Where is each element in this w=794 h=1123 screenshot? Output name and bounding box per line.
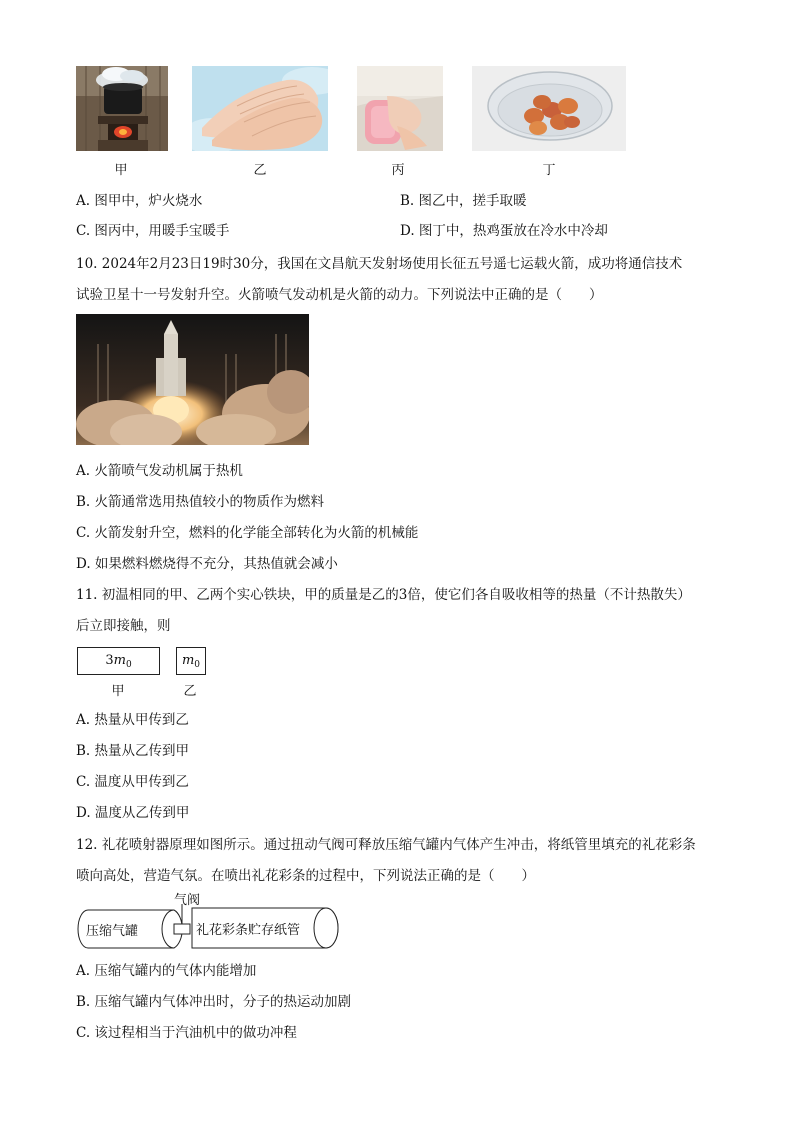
photo-eggs-in-bowl	[472, 66, 626, 151]
q12-option-b[interactable]: B. 压缩气罐内气体冲出时，分子的热运动加剧	[76, 994, 352, 1010]
q10-stem-line2: 试验卫星十一号发射升空。火箭喷气发动机是火箭的动力。下列说法中正确的是（ ）	[76, 287, 603, 303]
q11-stem-line1: 11. 初温相同的甲、乙两个实心铁块，甲的质量是乙的3倍，使它们各自吸收相等的热量（不计热散失）	[76, 587, 691, 603]
photo-rocket-launch	[76, 314, 309, 445]
photo-rubbing-hands	[192, 66, 328, 151]
photo-stove-boiling-water	[76, 66, 168, 151]
q11-option-c[interactable]: C. 温度从甲传到乙	[76, 774, 189, 790]
q9-option-c[interactable]: C. 图丙中，用暖手宝暖手	[76, 223, 230, 239]
label-block-jia: 甲	[111, 684, 125, 699]
q9-option-d[interactable]: D. 图丁中，热鸡蛋放在冷水中冷却	[400, 223, 608, 239]
label-confetti-tube: 礼花彩条贮存纸管	[196, 923, 301, 938]
label-compressed-tank: 压缩气罐	[86, 924, 139, 939]
q11-option-a[interactable]: A. 热量从甲传到乙	[76, 712, 189, 728]
caption-jia: 甲	[114, 163, 128, 178]
q11-option-d[interactable]: D. 温度从乙传到甲	[76, 805, 190, 821]
q11-stem-line2: 后立即接触，则	[76, 618, 171, 634]
q10-option-d[interactable]: D. 如果燃料燃烧得不充分，其热值就会减小	[76, 556, 338, 572]
block-yi-var: m	[181, 653, 195, 668]
q9-option-b[interactable]: B. 图乙中，搓手取暖	[400, 193, 527, 209]
iron-block-yi	[176, 647, 206, 675]
label-block-yi: 乙	[183, 684, 197, 699]
q12-stem-line2: 喷向高处，营造气氛。在喷出礼花彩条的过程中，下列说法正确的是（ ）	[76, 868, 535, 884]
block-jia-coef: 3	[105, 653, 114, 668]
q10-option-c[interactable]: C. 火箭发射升空，燃料的化学能全部转化为火箭的机械能	[76, 525, 419, 541]
caption-yi: 乙	[253, 163, 267, 178]
block-jia-var: m	[113, 653, 126, 668]
q12-option-a[interactable]: A. 压缩气罐内的气体内能增加	[76, 963, 257, 979]
q12-option-c[interactable]: C. 该过程相当于汽油机中的做功冲程	[76, 1025, 297, 1041]
caption-bing: 丙	[391, 163, 405, 178]
q10-option-b[interactable]: B. 火箭通常选用热值较小的物质作为燃料	[76, 494, 325, 510]
block-jia-sub: 0	[125, 660, 132, 670]
photo-hand-warmer	[357, 66, 443, 151]
q10-stem-line1: 10. 2024年2月23日19时30分，我国在文昌航天发射场使用长征五号遥七运载火箭，成功将通信技术	[76, 256, 683, 272]
iron-block-jia	[77, 647, 160, 675]
label-valve: 气阀	[174, 893, 201, 908]
q12-stem-line1: 12. 礼花喷射器原理如图所示。通过扭动气阀可释放压缩气罐内气体产生冲击，将纸管里填充的礼花彩条	[76, 837, 696, 853]
q10-option-a[interactable]: A. 火箭喷气发动机属于热机	[76, 463, 243, 479]
q11-option-b[interactable]: B. 热量从乙传到甲	[76, 743, 190, 759]
block-yi-sub: 0	[194, 660, 201, 670]
caption-ding: 丁	[542, 163, 556, 178]
q9-option-a[interactable]: A. 图甲中，炉火烧水	[76, 193, 203, 209]
confetti-launcher-diagram	[76, 890, 346, 954]
